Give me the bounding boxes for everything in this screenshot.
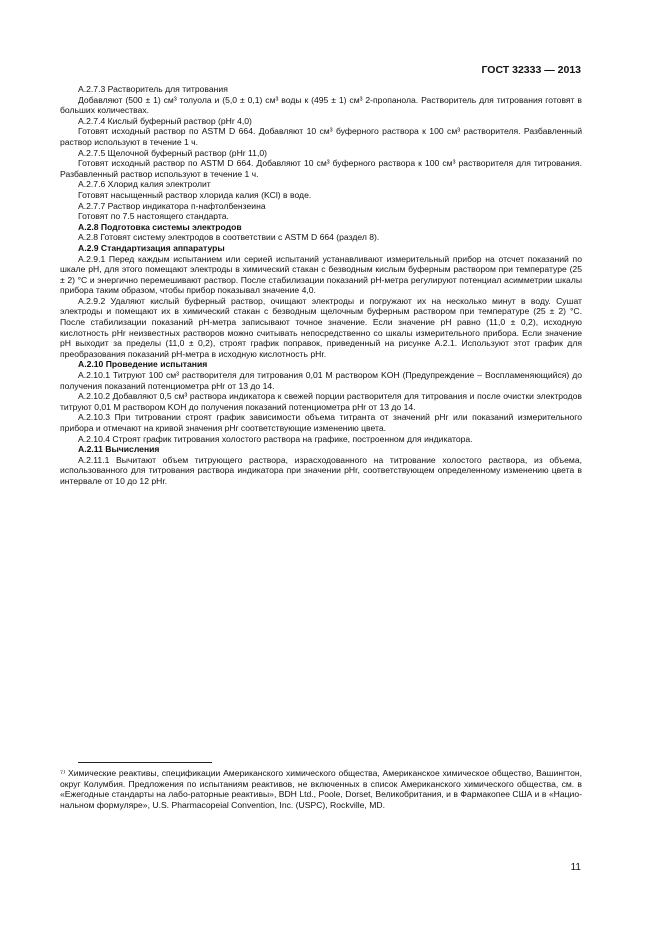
paragraph: Добавляют (500 ± 1) см³ толуола и (5,0 ± 0,1) см³ воды к (495 ± 1) см³ 2-пропанола. Растворитель для титрования готовят в больших количествах. <box>60 94 582 116</box>
paragraph: А.2.7.5 Щелочной буферный раствор (рНr 11,0) <box>78 147 267 158</box>
footnote-divider <box>78 762 212 763</box>
section-heading: А.2.8 Подготовка системы электродов <box>78 221 242 232</box>
paragraph: А.2.10.1 Титруют 100 см³ растворителя для титрования 0,01 М раствором KOH (Предупреждение – Воспламеняющийся) до получения показаний потенциометра рНr от 13 до 14. <box>60 370 582 391</box>
paragraph: А.2.7.7 Раствор индикатора п-нафтолбензеина <box>78 200 266 211</box>
paragraph: А.2.9.1 Перед каждым испытанием или серией испытаний устанавливают измерительный прибор на отсчет показаний по шкале рН, для этого помещают электроды в химический стакан с безводным кислым буферным раствором при температуре (25 ± 2) °С и энергично перемешивают раствор. После стабилизации показаний рН-метра регулируют потенциал асимметрии шкалы прибора таким образом, чтобы прибор показывал значение 4,0. <box>60 253 582 296</box>
section-heading: А.2.9 Стандартизация аппаратуры <box>78 242 225 253</box>
paragraph: Готовят по 7.5 настоящего стандарта. <box>78 211 229 222</box>
paragraph: А.2.9.2 Удаляют кислый буферный раствор, очищают электроды и погружают их на несколько минут в воду. Сушат электроды и помещают их в химический стакан с безводным щелочным буферным раствором при температуре (25 ± 2) °С. После стабилизации показаний рН-метра записывают точное значение. Если значение рН равно (11,0 ± 0,2), исходную кислотность рНr неизвестных растворов можно считывать непосредственно со шкалы измерительного прибора. Если значение рН выходит за пределы (11,0 ± 0,2), строят график поправок, приведенный на рисунке А.2.1. Используют этот график для преобразования показаний рН-метра в исходную кислотность рНr. <box>60 295 582 359</box>
paragraph: А.2.7.6 Хлорид калия электролит <box>78 179 211 190</box>
page-number: 11 <box>570 862 581 873</box>
paragraph: Готовят насыщенный раствор хлорида калия (KCl) в воде. <box>78 189 312 200</box>
paragraph: А.2.7.3 Растворитель для титрования <box>78 84 228 94</box>
paragraph: А.2.10.3 При титровании строят график зависимости объема титранта от значений рНr или показаний измерительного прибора и отмечают на кривой значения рНr соответствующие изменению цвета. <box>60 412 582 433</box>
paragraph: А.2.11.1 Вычитают объем титрующего раствора, израсходованного на титрование холостого раствора, из объема, использованного для титрования раствора индикатора при значении рНr, соответствующем определенному изменению цвета в интервале от 10 до 12 рНr. <box>60 454 582 486</box>
paragraph: А.2.7.4 Кислый буферный раствор (рНr 4,0) <box>78 115 252 126</box>
paragraph: А.2.10.4 Строят график титрования холостого раствора на графике, построенном для индикатора. <box>78 433 473 444</box>
paragraph: А.2.10.2 Добавляют 0,5 см³ раствора индикатора к свежей порции растворителя для титрования и после очистки электродов титруют 0,01 М раствором KOH до получения показаний потенциометра рНr от 13 до 14. <box>60 391 582 412</box>
paragraph: Готовят исходный раствор по ASTM D 664. Добавляют 10 см³ буферного раствора к 100 см³ растворителя для титрования. Разбавленный раствор используют в течение 1 ч. <box>60 158 582 179</box>
section-heading: А.2.10 Проведение испытания <box>78 359 208 370</box>
document-header: ГОСТ 32333 — 2013 <box>481 64 581 76</box>
body-text <box>60 84 582 487</box>
footnote: ⁷⁾ Химические реактивы, спецификации Американского химического общества, Американское химическое общество, Вашингтон, округ Колумбия. Предложения по испытаниям реактивов, не включенных в список Американского химического общества, см. в «Ежегодные стандарты на лабо-раторные реактивы», BDH Ltd., Poole, Dorset, Великобритания, и в Фармакопее США и в «Нацио-нальном формуляре», U.S. Pharmacopeial Convention, Inc. (USPC), Rockville, MD. <box>60 768 582 810</box>
paragraph: Готовят исходный раствор по ASTM D 664. Добавляют 10 см³ буферного раствора к 100 см³ растворителя. Разбавленный раствор используют в течение 1 ч. <box>60 126 582 147</box>
section-heading: А.2.11 Вычисления <box>78 444 160 455</box>
paragraph: А.2.8 Готовят систему электродов в соответствии с ASTM D 664 (раздел 8). <box>78 232 380 243</box>
